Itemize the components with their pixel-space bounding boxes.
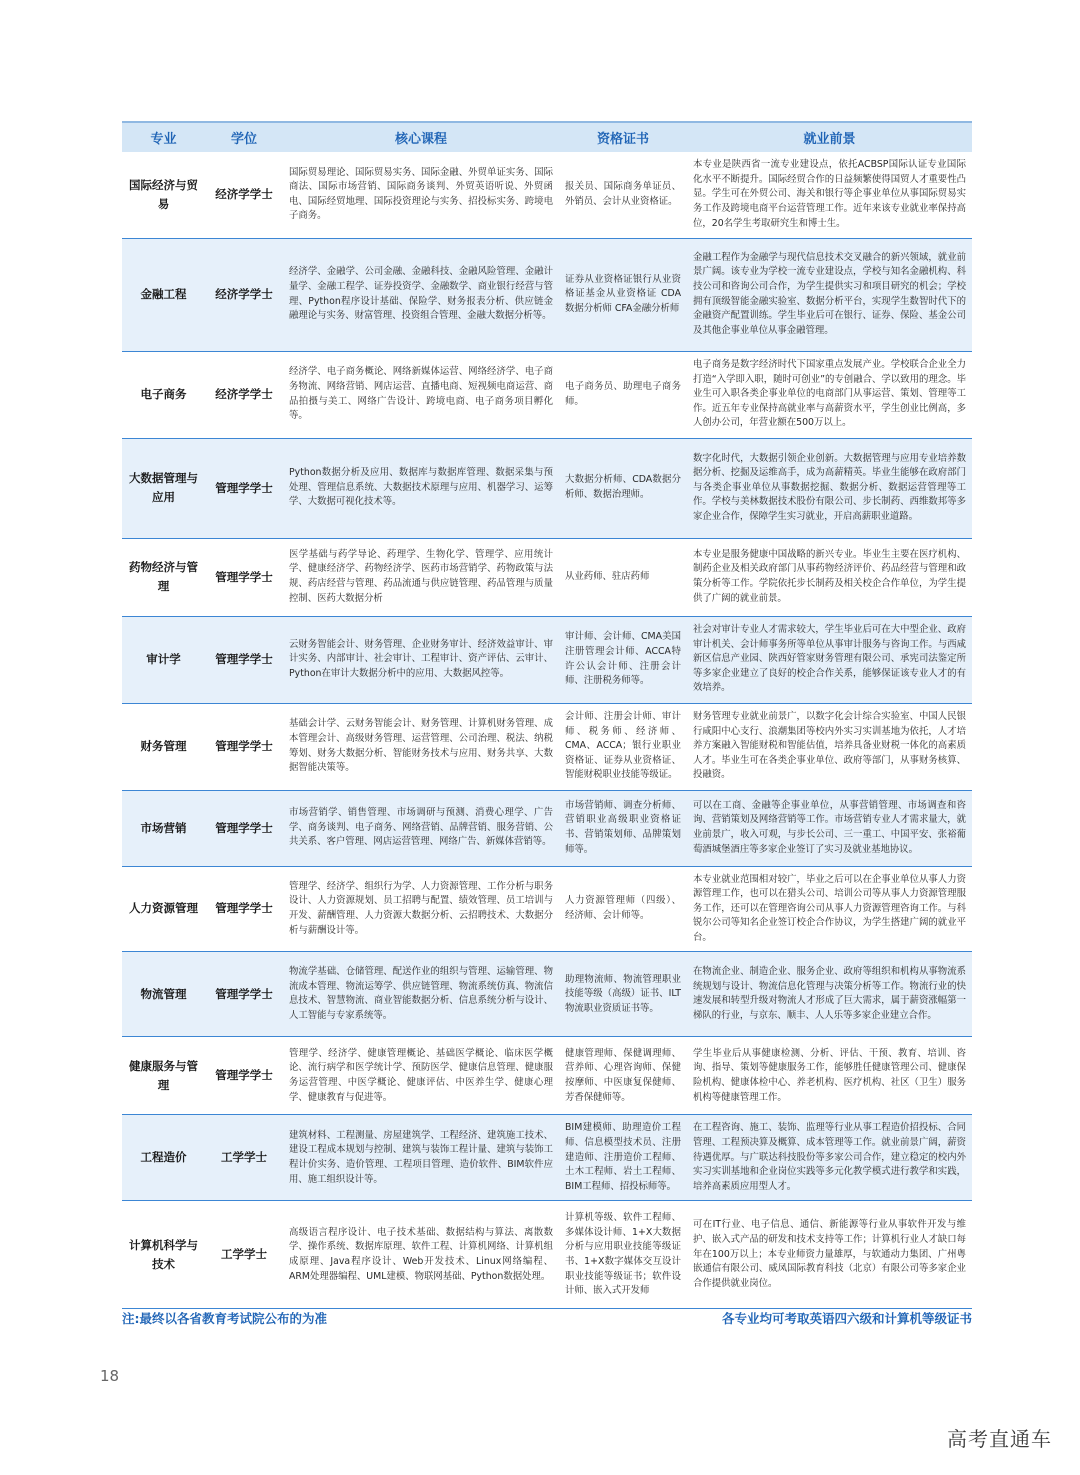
cell-certs: 市场营销师、调查分析师、营销职业高级职业资格证书、营销策划师、品牌策划师等。 xyxy=(559,790,687,866)
cell-major: 财务管理 xyxy=(122,703,205,790)
cell-prospects: 本专业是陕西省一流专业建设点，依托ACBSP国际认证专业国际化水平不断提升。国际经贸合作的日益频繁使得国贸人才重要性凸显。学生可在外贸公司、海关和银行等企事业单位从事国际贸易实务工作及跨境电商平台运营管理工作。近年来该专业就业率保持高位，20名学生考取研究生和博士生。 xyxy=(687,152,972,238)
cell-prospects: 电子商务是数字经济时代下国家重点发展产业。学校联合企业全力打造“入学即入职，随时可创业”的专创融合、学以致用的理念。毕业生可入职各类企事业单位的电商部门从事运营、策划、管理等工作。近五年专业保持高就业率与高薪资水平，学生创业比例高，多人创办公司，年营业额在500万以上。 xyxy=(687,351,972,438)
cell-courses: 管理学、经济学、健康管理概论、基础医学概论、临床医学概论、流行病学和医学统计学、预防医学、健康信息管理、健康服务运营管理、中医学概论、健康评估、中医养生学、健康心理学、健康教育与促进等。 xyxy=(283,1037,559,1115)
header-courses: 核心课程 xyxy=(283,122,559,152)
cell-certs: BIM建模师、助理造价工程师、信息模型技术员、注册建造师、注册造价工程师、土木工程师、岩土工程师、BIM工程师、招投标师等。 xyxy=(559,1115,687,1201)
cell-prospects: 财务管理专业就业前景广，以数字化会计综合实验室、中国人民银行咸阳中心支行、浪潮集团等校内外实习实训基地为依托，人才培养方案融入智能财税和智能估值，培养具备业财税一体化的高素质人才。毕业生可在各类企事业单位、政府等部门，从事财务核算、投融资。 xyxy=(687,703,972,790)
cell-degree: 管理学学士 xyxy=(205,952,283,1037)
cell-certs: 计算机等级、软件工程师、多媒体设计师、1+X大数据分析与应用职业技能等级证书、1+X数字媒体交互设计职业技能等级证书；软件设计师、嵌入式开发师 xyxy=(559,1201,687,1309)
cell-courses: 物流学基础、仓储管理、配送作业的组织与管理、运输管理、物流成本管理、物流运筹学、供应链管理、物流系统仿真、物流信息技术、智慧物流、商业智能数据分析、信息系统分析与设计、人工智能与专家系统等。 xyxy=(283,952,559,1037)
cell-prospects: 数字化时代，大数据引领企业创新。大数据管理与应用专业培养数据分析、挖掘及运维高手，成为高薪精英。毕业生能够在政府部门与各类企事业单位从事数据挖掘、数据分析、数据运营管理等工作。学校与美林数据技术股份有限公司、步长制药、西维数邦等多家企业合作，保障学生实习就业，开启高薪职业道路。 xyxy=(687,438,972,538)
footnote-left: 注:最终以各省教育考试院公布的为准 xyxy=(122,1311,327,1326)
cell-courses: 高级语言程序设计、电子技术基础、数据结构与算法、离散数学、操作系统、数据库原理、软件工程、计算机网络、计算机组成原理、Java程序设计、Web开发技术、Linux网络编程、ARM处理器编程、UML建模、物联网基础、Python数据处理。 xyxy=(283,1201,559,1309)
cell-courses: 管理学、经济学、组织行为学、人力资源管理、工作分析与职务设计、人力资源规划、员工招聘与配置、绩效管理、员工培训与开发、薪酬管理、人力资源大数据分析、云招聘技术、大数据分析与薪酬设计等。 xyxy=(283,866,559,952)
table-row xyxy=(122,866,972,952)
cell-prospects: 在工程咨询、施工、装饰、监理等行业从事工程造价招投标、合同管理、工程预决算及概算、成本管理等工作。就业前景广阔，薪资待遇优厚。与广联达科技股份等多家公司合作，建立稳定的校内外实习实训基地和企业岗位实践等多元化教学模式进行教学和实践，培养高素质应用型人才。 xyxy=(687,1115,972,1201)
cell-major: 计算机科学与技术 xyxy=(122,1201,205,1309)
cell-courses: 云财务智能会计、财务管理、企业财务审计、经济效益审计、审计实务、内部审计、社会审计、工程审计、资产评估、云审计、Python在审计大数据分析中的应用、大数据风控等。 xyxy=(283,616,559,703)
cell-major: 大数据管理与应用 xyxy=(122,438,205,538)
cell-degree: 工学学士 xyxy=(205,1115,283,1201)
cell-major: 物流管理 xyxy=(122,952,205,1037)
cell-major: 金融工程 xyxy=(122,238,205,351)
table-row xyxy=(122,351,972,438)
cell-major: 药物经济与管理 xyxy=(122,538,205,616)
table-row xyxy=(122,790,972,866)
cell-major: 电子商务 xyxy=(122,351,205,438)
table-row xyxy=(122,1115,972,1201)
header-prospects: 就业前景 xyxy=(687,122,972,152)
cell-degree: 管理学学士 xyxy=(205,616,283,703)
cell-certs: 审计师、会计师、CMA美国注册管理会计师、ACCA特许公认会计师、注册会计师、注册税务师等。 xyxy=(559,616,687,703)
header-major: 专业 xyxy=(122,122,205,152)
cell-prospects: 在物流企业、制造企业、服务企业、政府等组织和机构从事物流系统规划与设计、物流信息化管理与决策分析等工作。物流行业的快速发展和转型升级对物流人才形成了巨大需求，属于薪资涨幅第一梯队的行业，与京东、顺丰、人人乐等多家企业建立合作。 xyxy=(687,952,972,1037)
table-row xyxy=(122,616,972,703)
major-table xyxy=(122,121,972,1309)
cell-degree: 经济学学士 xyxy=(205,238,283,351)
cell-courses: 建筑材料、工程测量、房屋建筑学、工程经济、建筑施工技术、建设工程成本规划与控制、建筑与装饰工程计量、建筑与装饰工程计价实务、造价管理、工程项目管理、造价软件、BIM软件应用、施工组织设计等。 xyxy=(283,1115,559,1201)
cell-courses: 经济学、电子商务概论、网络新媒体运营、网络经济学、电子商务物流、网络营销、网店运营、直播电商、短视频电商运营、商品拍摄与美工、网络广告设计、跨境电商、电子商务项目孵化等。 xyxy=(283,351,559,438)
cell-degree: 管理学学士 xyxy=(205,1037,283,1115)
cell-major: 审计学 xyxy=(122,616,205,703)
cell-certs: 人力资源管理师（四级）、经济师、会计师等。 xyxy=(559,866,687,952)
table-row xyxy=(122,1037,972,1115)
cell-certs: 证券从业资格证银行从业资格证基金从业资格证 CDA数据分析师 CFA金融分析师 xyxy=(559,238,687,351)
cell-degree: 经济学学士 xyxy=(205,351,283,438)
table-row xyxy=(122,152,972,238)
table-row xyxy=(122,952,972,1037)
cell-degree: 工学学士 xyxy=(205,1201,283,1309)
cell-certs: 助理物流师、物流管理职业技能等级（高级）证书、ILT物流职业资质证书等。 xyxy=(559,952,687,1037)
cell-certs: 大数据分析师、CDA数据分析师、数据治理师。 xyxy=(559,438,687,538)
cell-degree: 管理学学士 xyxy=(205,790,283,866)
cell-major: 工程造价 xyxy=(122,1115,205,1201)
header-degree: 学位 xyxy=(205,122,283,152)
table-row xyxy=(122,1201,972,1309)
cell-major: 国际经济与贸易 xyxy=(122,152,205,238)
cell-certs: 从业药师、驻店药师 xyxy=(559,538,687,616)
cell-prospects: 学生毕业后从事健康检测、分析、评估、干预、教育、培训、咨询、指导、策划等健康服务工作，能够胜任健康管理公司、健康保险机构、健康体检中心、养老机构、医疗机构、社区（卫生）服务机构等健康管理工作。 xyxy=(687,1037,972,1115)
cell-courses: 基础会计学、云财务智能会计、财务管理、计算机财务管理、成本管理会计、高级财务管理、运营管理、公司治理、税法、纳税筹划、财务大数据分析、智能财务技术与应用、财务共享、大数据智能决策等。 xyxy=(283,703,559,790)
cell-courses: Python数据分析及应用、数据库与数据库管理、数据采集与预处理、管理信息系统、大数据技术原理与应用、机器学习、运筹学、大数据可视化技术等。 xyxy=(283,438,559,538)
table-header-row xyxy=(122,122,972,152)
cell-prospects: 本专业就业范围相对较广，毕业之后可以在企事业单位从事人力资源管理工作，也可以在猎头公司、培训公司等从事人力资源管理服务工作，还可以在管理咨询公司从事人力资源管理咨询工作。与科锐尔公司等知名企业签订校企合作协议，为学生搭建广阔的就业平台。 xyxy=(687,866,972,952)
cell-certs: 健康管理师、保健调理师、营养师、心理咨询师、保健按摩师、中医康复保健师、芳香保健师等。 xyxy=(559,1037,687,1115)
table-row xyxy=(122,238,972,351)
cell-certs: 报关员、国际商务单证员、外销员、会计从业资格证。 xyxy=(559,152,687,238)
header-certs: 资格证书 xyxy=(559,122,687,152)
cell-degree: 管理学学士 xyxy=(205,538,283,616)
watermark-text: 高考直通车 xyxy=(947,1427,1052,1451)
cell-major: 人力资源管理 xyxy=(122,866,205,952)
cell-prospects: 社会对审计专业人才需求较大，学生毕业后可在大中型企业、政府审计机关、会计师事务所等单位从事审计服务与咨询工作。与西咸新区信息产业园、陕西好管家财务管理有限公司、承宪司法鉴定所等多家企业建立了良好的校企合作关系，能够保证该专业人才的有效培养。 xyxy=(687,616,972,703)
cell-courses: 医学基础与药学导论、药理学、生物化学、管理学、应用统计学、健康经济学、药物经济学、医药市场营销学、药物政策与法规、药店经营与管理、药品流通与供应链管理、药品管理与质量控制、医药大数据分析 xyxy=(283,538,559,616)
table-row xyxy=(122,538,972,616)
cell-certs: 会计师、注册会计师、审计师、税务师、经济师、CMA、ACCA；银行业职业资格证、证券从业资格证、智能财税职业技能等级证。 xyxy=(559,703,687,790)
cell-major: 健康服务与管理 xyxy=(122,1037,205,1115)
cell-degree: 经济学学士 xyxy=(205,152,283,238)
table-row xyxy=(122,438,972,538)
cell-prospects: 金融工程作为金融学与现代信息技术交叉融合的新兴领域，就业前景广阔。该专业为学校一流专业建设点，学校与知名金融机构、科技公司和咨询公司合作，为学生提供实习和项目研究的机会；学校拥有顶级智能金融实验室、数据分析平台，实现学生数智时代下的金融资产配置训练。学生毕业后可在银行、证券、保险、基金公司及其他企事业单位从事金融管理。 xyxy=(687,238,972,351)
cell-prospects: 可以在工商、金融等企事业单位，从事营销管理、市场调查和咨询、营销策划及网络营销等工作。市场营销专业人才需求量大，就业前景广，收入可观，与步长公司、三一重工、中国平安、张裕葡萄酒城堡酒庄等多家企业签订了实习及就业基地协议。 xyxy=(687,790,972,866)
table-row xyxy=(122,703,972,790)
cell-certs: 电子商务员、助理电子商务师。 xyxy=(559,351,687,438)
footnote-right: 各专业均可考取英语四六级和计算机等级证书 xyxy=(721,1311,972,1326)
cell-prospects: 本专业是服务健康中国战略的新兴专业。毕业生主要在医疗机构、制药企业及相关政府部门从事药物经济评价、药品经营与管理和政策分析等工作。学院依托步长制药及相关校企合作单位，为学生提供了广阔的就业前景。 xyxy=(687,538,972,616)
cell-degree: 管理学学士 xyxy=(205,438,283,538)
cell-degree: 管理学学士 xyxy=(205,703,283,790)
cell-courses: 经济学、金融学、公司金融、金融科技、金融风险管理、金融计量学、金融工程学、证券投资学、金融数学、商业银行经营与管理、Python程序设计基础、保险学、财务报表分析、供应链金融理论与实务、财富管理、投资组合管理、金融大数据分析等。 xyxy=(283,238,559,351)
cell-major: 市场营销 xyxy=(122,790,205,866)
cell-courses: 市场营销学、销售管理、市场调研与预测、消费心理学、广告学、商务谈判、电子商务、网络营销、品牌营销、服务营销、公共关系、客户管理、网店运营管理、网络广告、新媒体营销等。 xyxy=(283,790,559,866)
cell-prospects: 可在IT行业、电子信息、通信、新能源等行业从事软件开发与维护、嵌入式产品的研发和技术支持等工作；计算机行业人才缺口每年在100万以上；本专业师资力量雄厚，与软通动力集团、广州粤嵌通信有限公司、威凤国际教育科技（北京）有限公司等多家企业合作提供就业岗位。 xyxy=(687,1201,972,1309)
cell-degree: 管理学学士 xyxy=(205,866,283,952)
cell-courses: 国际贸易理论、国际贸易实务、国际金融、外贸单证实务、国际商法、国际市场营销、国际商务谈判、外贸英语听说、外贸函电、国际经贸地理、国际投资理论与实务、招投标实务、跨境电子商务。 xyxy=(283,152,559,238)
page-number: 18 xyxy=(100,1367,120,1385)
